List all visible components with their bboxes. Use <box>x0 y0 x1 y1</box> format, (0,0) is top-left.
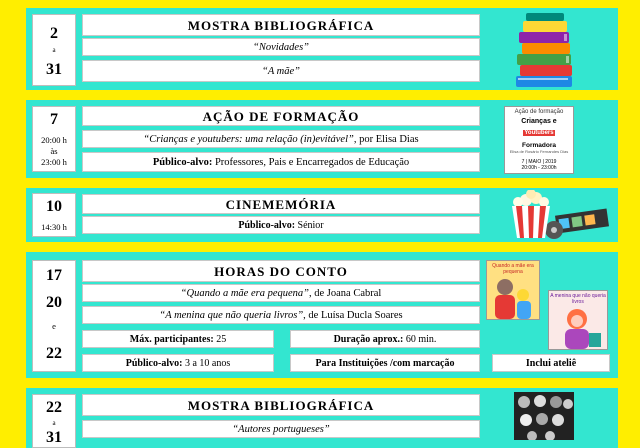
date-day-start: 22 <box>46 399 62 416</box>
time-start: 20:00 h <box>41 135 67 145</box>
poster-line: Formadora <box>522 142 556 149</box>
date-separator: a <box>52 46 56 54</box>
event-line: “Autores portugueses” <box>82 420 480 438</box>
audience-row <box>82 152 480 172</box>
date-separator: a <box>52 419 56 427</box>
book-cover-title: Quando a mãe era pequena <box>492 263 534 275</box>
date-box <box>32 106 76 172</box>
story-title: “Quando a mãe era pequena” <box>180 288 309 299</box>
date-day: 10 <box>46 198 62 215</box>
popcorn-film-image <box>496 190 612 240</box>
poster-line: Crianças e <box>521 118 557 125</box>
audience-label: Público-alvo: <box>152 157 213 168</box>
authors-collage-image <box>514 392 574 440</box>
duration-label: Duração aprox.: <box>333 334 404 345</box>
training-poster-image <box>504 106 574 174</box>
atelier-note: Inclui ateliê <box>492 354 610 372</box>
event-title: AÇÃO DE FORMAÇÃO <box>82 106 480 126</box>
audience-row <box>82 216 480 234</box>
audience-label: Público-alvo: <box>125 358 183 369</box>
date-day-end: 31 <box>46 429 62 446</box>
event-title: CINEMEMÓRIA <box>82 194 480 214</box>
date-day: 22 <box>46 345 62 362</box>
event-band-acao-formacao <box>26 100 618 178</box>
date-day: 17 <box>46 267 62 284</box>
audience-value: Sénior <box>295 220 324 231</box>
max-participants-label: Máx. participantes: <box>129 334 214 345</box>
poster-line: Elisa de Rosário Fernandes Dias <box>509 149 569 154</box>
date-separator: e <box>52 321 56 331</box>
event-band-mostra-autores <box>26 388 618 448</box>
date-box <box>32 14 76 86</box>
poster-line: Ação de formação <box>514 109 564 115</box>
book-cover-title: A menina que não queria livros <box>550 293 606 305</box>
audience-value: Professores, Pais e Encarregados de Educação <box>212 157 410 168</box>
poster-line: Youtubers <box>524 130 554 136</box>
story-row <box>82 306 480 324</box>
event-band-cinememoria <box>26 188 618 242</box>
time-separator: às <box>50 146 58 156</box>
date-box <box>32 193 76 237</box>
date-day: 20 <box>46 294 62 311</box>
books-stack-image <box>514 12 576 90</box>
story-author: , de Luísa Ducla Soares <box>303 310 403 321</box>
date-day-start: 2 <box>50 25 58 42</box>
event-title: MOSTRA BIBLIOGRÁFICA <box>82 14 480 36</box>
institutions-note: Para Instituições /com marcação <box>290 354 480 372</box>
max-participants <box>82 330 274 348</box>
story-title: “A menina que não queria livros” <box>159 310 304 321</box>
course-trainer: , por Elisa Dias <box>353 134 419 145</box>
date-day-end: 31 <box>46 61 62 78</box>
poster-line: 20:00h - 23:00h <box>521 165 557 171</box>
max-participants-value: 25 <box>213 334 227 345</box>
duration <box>290 330 480 348</box>
story-author: , de Joana Cabral <box>309 288 382 299</box>
audience-value: 3 a 10 anos <box>182 358 231 369</box>
event-time: 14:30 h <box>41 222 67 232</box>
course-title: “Crianças e youtubers: uma relação (in)evitável” <box>143 134 354 145</box>
event-band-mostra-novidades <box>26 8 618 90</box>
duration-value: 60 min. <box>403 334 437 345</box>
event-title: MOSTRA BIBLIOGRÁFICA <box>82 394 480 416</box>
time-end: 23:00 h <box>41 157 67 167</box>
event-description <box>82 130 480 148</box>
poster-line: 7 | MAIO | 2019 <box>521 159 557 165</box>
story-row <box>82 284 480 302</box>
date-day: 7 <box>50 111 58 128</box>
event-line: “A mãe” <box>82 60 480 82</box>
event-line: “Novidades” <box>82 38 480 56</box>
book-cover-image <box>486 260 540 320</box>
audience-label: Público-alvo: <box>238 220 296 231</box>
event-title: HORAS DO CONTO <box>82 260 480 282</box>
event-band-horas-conto <box>26 252 618 378</box>
audience-row <box>82 354 274 372</box>
date-box <box>32 260 76 372</box>
book-cover-image <box>548 290 608 350</box>
